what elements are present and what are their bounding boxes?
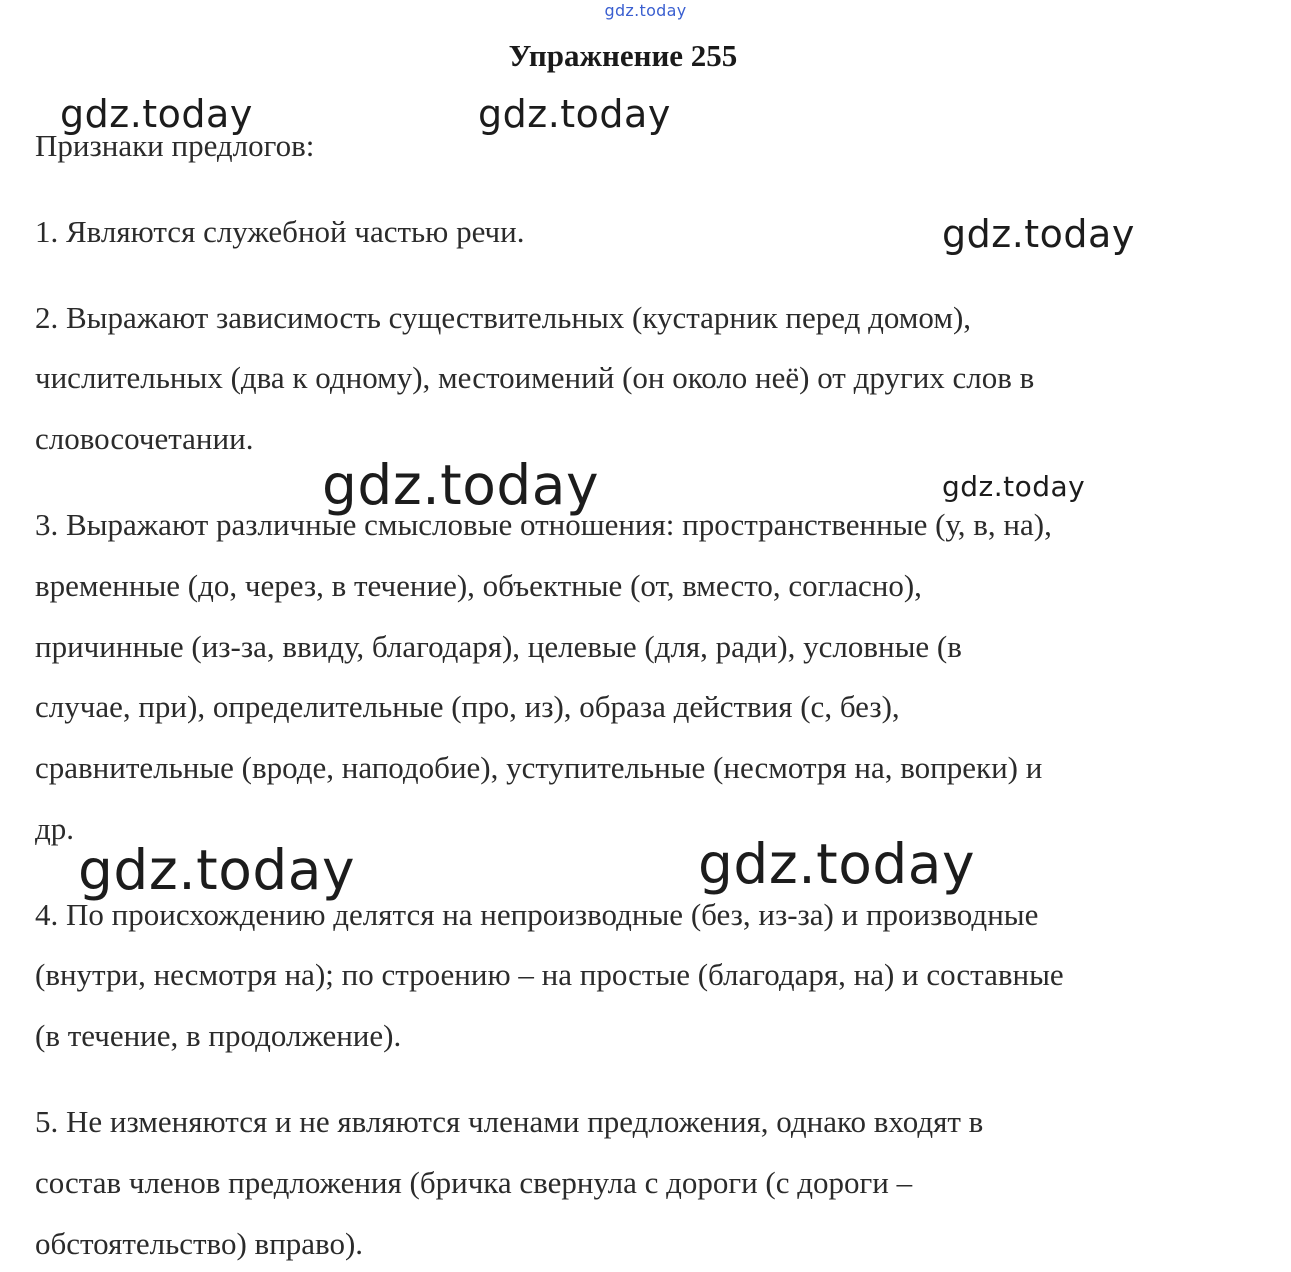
watermark: gdz.today [78,838,356,902]
page-title: Упражнение 255 [508,38,738,73]
text-line: 2. Выражают зависимость существительных (кустарник перед домом), [35,300,972,335]
text-line: (внутри, несмотря на); по строению – на простые (благодаря, на) и составные [35,957,1064,992]
text-line: 5. Не изменяются и не являются членами предложения, однако входят в [35,1104,984,1139]
text-line: (в течение, в продолжение). [35,1018,402,1053]
text-line: обстоятельство) вправо). [35,1226,364,1261]
watermark: gdz.today [322,453,600,517]
watermark: gdz.today [942,470,1086,503]
text-line: временные (до, через, в течение), объектные (от, вместо, согласно), [35,568,922,603]
text-line: 1. Являются служебной частью речи. [35,214,525,249]
text-line: числительных (два к одному), местоимений (он около неё) от других слов в [35,360,1035,395]
intro-text: Признаки предлогов: [35,128,315,163]
watermark: gdz.today [698,832,976,896]
text-line: 4. По происхождению делятся на непроизводные (без, из-за) и производные [35,897,1039,932]
text-line: состав членов предложения (бричка свернула с дороги (с дороги – [35,1165,913,1200]
site-mark: gdz.today [604,1,687,20]
text-line: случае, при), определительные (про, из), образа действия (с, без), [35,689,900,724]
watermark: gdz.today [60,92,253,136]
watermark: gdz.today [478,92,671,136]
watermark: gdz.today [942,212,1135,256]
text-line: др. [35,811,75,846]
text-line: причинные (из-за, ввиду, благодаря), целевые (для, ради), условные (в [35,629,962,664]
text-line: 3. Выражают различные смысловые отношения: пространственные (у, в, на), [35,507,1052,542]
text-line: сравнительные (вроде, наподобие), уступительные (несмотря на, вопреки) и [35,750,1043,785]
text-line: словосочетании. [35,421,254,456]
